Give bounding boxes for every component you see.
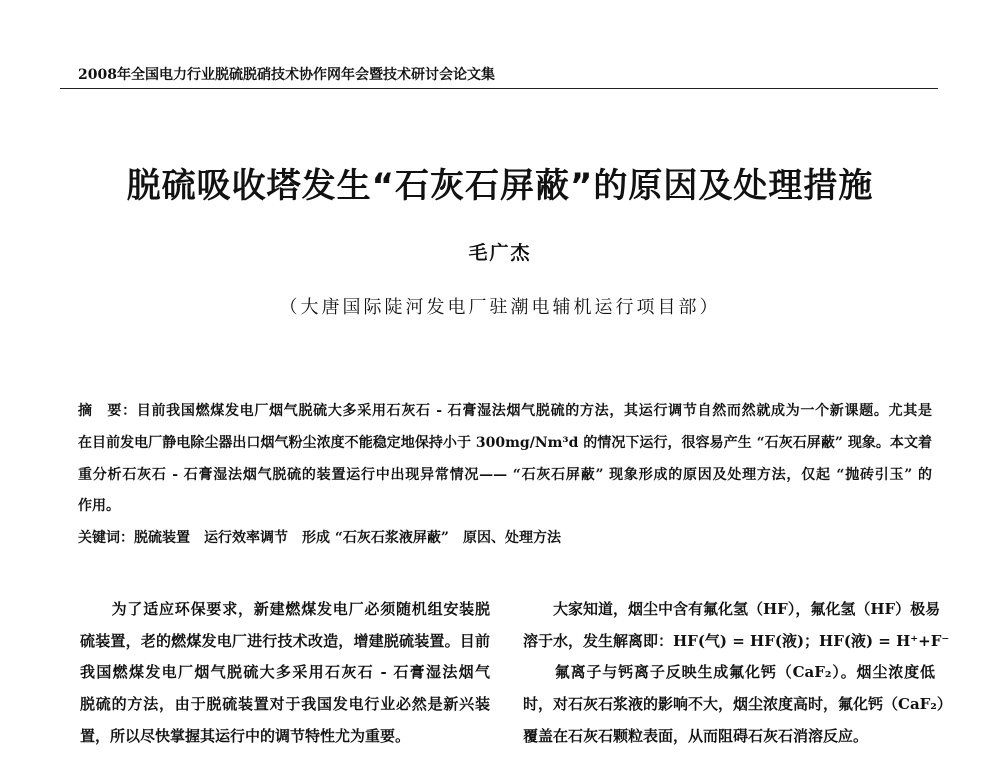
running-header: 2008年全国电力行业脱硫脱硝技术协作网年会暨技术研讨会论文集 xyxy=(78,67,495,83)
abstract-line: 摘 要：目前我国燃煤发电厂烟气脱硫大多采用石灰石 - 石膏湿法烟气脱硫的方法，其运行调节自然而然就成为一个新课题。尤其是 xyxy=(78,403,932,419)
abstract-line: 作用。 xyxy=(78,498,120,514)
body-line: 时，对石灰石浆液的影响不大，烟尘浓度高时，氟化钙（CaF₂） xyxy=(523,695,952,713)
body-line: 溶于水，发生解离即：HF(气) = HF(液)；HF(液) = H⁺+F⁻ xyxy=(523,632,950,650)
paper-title: 脱硫吸收塔发生“石灰石屏蔽”的原因及处理措施 xyxy=(126,166,874,206)
affiliation: （大唐国际陡河发电厂驻潮电辅机运行项目部） xyxy=(279,297,721,318)
abstract-line: 重分析石灰石 - 石膏湿法烟气脱硫的装置运行中出现异常情况—— “石灰石屏蔽” 现象形成的原因及处理方法，仅起 “抛砖引玉” 的 xyxy=(78,467,932,483)
keywords: 关键词：脱硫装置 运行效率调节 形成 “石灰石浆液屏蔽” 原因、处理方法 xyxy=(78,530,561,546)
body-line: 脱硫的方法，由于脱硫装置对于我国发电行业必然是新兴装 xyxy=(80,695,490,713)
body-line: 置，所以尽快掌握其运行中的调节特性尤为重要。 xyxy=(80,727,411,745)
author: 毛广杰 xyxy=(468,242,532,264)
header-rule xyxy=(60,88,938,89)
body-line: 大家知道，烟尘中含有氟化氢（HF），氟化氢（HF）极易 xyxy=(523,600,941,618)
body-line: 覆盖在石灰石颗粒表面，从而阻碍石灰石消溶反应。 xyxy=(523,727,869,745)
body-line: 硫装置，老的燃煤发电厂进行技术改造，增建脱硫装置。目前 xyxy=(80,632,490,650)
body-line: 氟离子与钙离子反映生成氟化钙（CaF₂）。烟尘浓度低 xyxy=(523,663,935,681)
body-line: 我国燃煤发电厂烟气脱硫大多采用石灰石 - 石膏湿法烟气 xyxy=(80,663,490,681)
body-line: 为了适应环保要求，新建燃煤发电厂必须随机组安装脱 xyxy=(80,600,490,618)
abstract-line: 在目前发电厂静电除尘器出口烟气粉尘浓度不能稳定地保持小于 300mg/Nm³d 的情况下运行，很容易产生 “石灰石屏蔽” 现象。本文着 xyxy=(78,435,932,451)
